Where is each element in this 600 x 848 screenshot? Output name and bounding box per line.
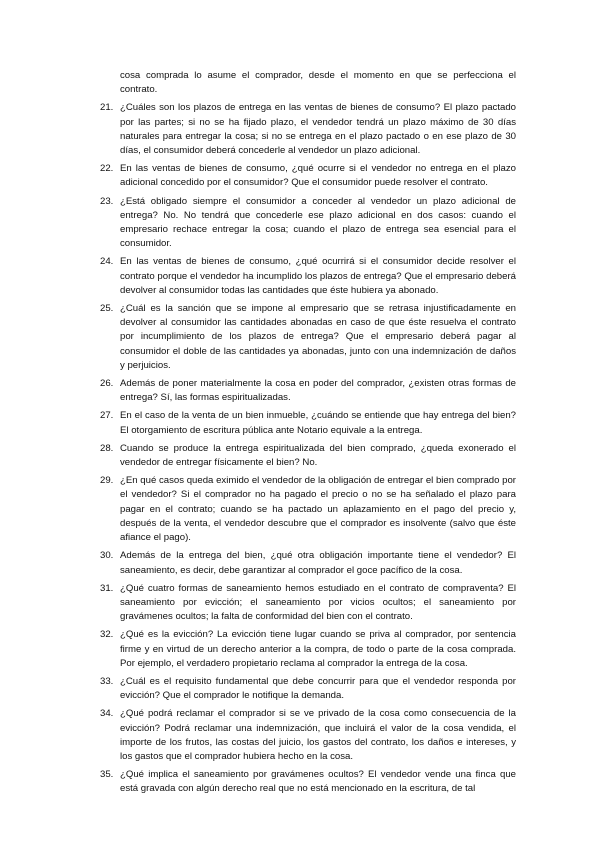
question-item <box>100 549 516 577</box>
question-text: ¿Está obligado siempre el consumidor a conceder al vendedor un plazo adicional de entrega? No. No tendrá que concederle ese plazo adicional en dos casos: cuando el empresario rechace entregar la cosa; cuando el plazo de entrega sea esencial para el consumidor. <box>120 195 516 250</box>
continuation-paragraph: cosa comprada lo asume el comprador, desde el momento en que se perfecciona el contrato. <box>120 70 516 96</box>
question-text: En las ventas de bienes de consumo, ¿qué ocurre si el vendedor no entrega en el plazo adicional concedido por el consumidor? Que el consumidor puede resolver el contrato. <box>120 163 516 189</box>
question-text: ¿Qué es la evicción? La evicción tiene lugar cuando se priva al comprador, por sentencia firme y en virtud de un derecho anterior a la compra, de todo o parte de la cosa comprada. Por ejemplo, el verdadero propietario reclama al comprador la entrega de la cosa. <box>120 629 516 669</box>
question-text: ¿Cuál es el requisito fundamental que debe concurrir para que el vendedor responda por evicción? Que el comprador le notifique la demanda. <box>120 675 516 702</box>
question-item <box>100 675 516 703</box>
question-number: 32. <box>100 629 114 641</box>
question-item <box>100 377 516 405</box>
question-text: ¿En qué casos queda eximido el vendedor de la obligación de entregar el bien comprado por el vendedor? Si el comprador no ha pagado el precio o no se ha señalado el plazo para pagar en el contrato; cuando se ha pactado un aplazamiento en el pago del precio y, después de la venta, el vendedor descubre que el comprador es insolvente (salvo que éste afiance el pago). <box>120 475 516 544</box>
question-text: Además de la entrega del bien, ¿qué otra obligación importante tiene el vendedor? El saneamiento, es decir, debe garantizar al comprador el goce pacífico de la cosa. <box>120 550 516 576</box>
question-number: 33. <box>100 675 114 687</box>
question-number: 29. <box>100 475 114 487</box>
question-text: Además de poner materialmente la cosa en poder del comprador, ¿existen otras formas de entrega? Sí, las formas espiritualizadas. <box>120 378 516 404</box>
question-item <box>100 101 516 158</box>
question-item <box>100 255 516 298</box>
question-item <box>100 707 516 764</box>
question-number: 24. <box>100 256 114 268</box>
question-number: 26. <box>100 378 114 390</box>
question-number: 34. <box>100 708 114 720</box>
question-text: ¿Cuáles son los plazos de entrega en las ventas de bienes de consumo? El plazo pactado por las partes; si no se ha fijado plazo, el vendedor tendrá un plazo máximo de 30 días naturales para entregar la cosa; si no se entrega en el plazo pactado o en ese plazo de 30 días, el consumidor deberá concederle al vendedor un plazo adicional. <box>120 102 516 157</box>
question-item <box>100 474 516 545</box>
question-number: 35. <box>100 769 114 781</box>
question-number: 31. <box>100 582 114 594</box>
question-item <box>100 302 516 373</box>
question-number: 21. <box>100 102 114 114</box>
question-number: 22. <box>100 163 114 175</box>
question-item <box>100 582 516 625</box>
question-text: ¿Cuál es la sanción que se impone al empresario que se retrasa injustificadamente en devolver al consumidor las cantidades abonadas en caso de que éste resuelva el contrato por incumplimiento de los plazos de entrega? Que el empresario deberá pagar al consumidor el doble de las cantidades ya abonadas, junto con una indemnización de daños y perjuicios. <box>120 303 516 371</box>
question-number: 27. <box>100 410 114 422</box>
question-item <box>100 162 516 190</box>
question-item <box>100 442 516 470</box>
question-text: En el caso de la venta de un bien inmueble, ¿cuándo se entiende que hay entrega del bien? El otorgamiento de escritura pública ante Notario equivale a la entrega. <box>120 410 516 436</box>
question-number: 30. <box>100 550 114 562</box>
question-text: ¿Qué implica el saneamiento por gravámenes ocultos? El vendedor vende una finca que está gravada con algún derecho real que no está mencionado en la escritura, de tal <box>120 769 516 795</box>
question-item <box>100 409 516 437</box>
question-item <box>100 195 516 252</box>
question-text: En las ventas de bienes de consumo, ¿qué ocurrirá si el consumidor decide resolver el contrato porque el vendedor ha incumplido los plazos de entrega? Que el empresario deberá devolver al consumidor todas las cantidades que éste hubiera ya abonado. <box>120 256 516 296</box>
question-item <box>100 768 516 796</box>
question-number: 23. <box>100 195 114 207</box>
question-item <box>100 628 516 671</box>
document-body <box>100 69 516 801</box>
question-list <box>100 101 516 796</box>
question-text: ¿Qué podrá reclamar el comprador si se ve privado de la cosa como consecuencia de la evicción? Podrá reclamar una indemnización, que incluirá el valor de la cosa vendida, el importe de los frutos, las costas del juicio, los gastos del contrato, los daños e intereses, y los gastos que el comprador hubiera hecho en la cosa. <box>120 708 516 762</box>
question-number: 28. <box>100 442 114 454</box>
question-number: 25. <box>100 303 114 315</box>
question-text: ¿Qué cuatro formas de saneamiento hemos estudiado en el contrato de compraventa? El saneamiento por evicción; el saneamiento por vicios ocultos; el saneamiento por gravámenes ocultos; la falta de conformidad del bien con el contrato. <box>120 582 516 623</box>
question-text: Cuando se produce la entrega espiritualizada del bien comprado, ¿queda exonerado el vendedor de entregar físicamente el bien? No. <box>120 442 516 469</box>
